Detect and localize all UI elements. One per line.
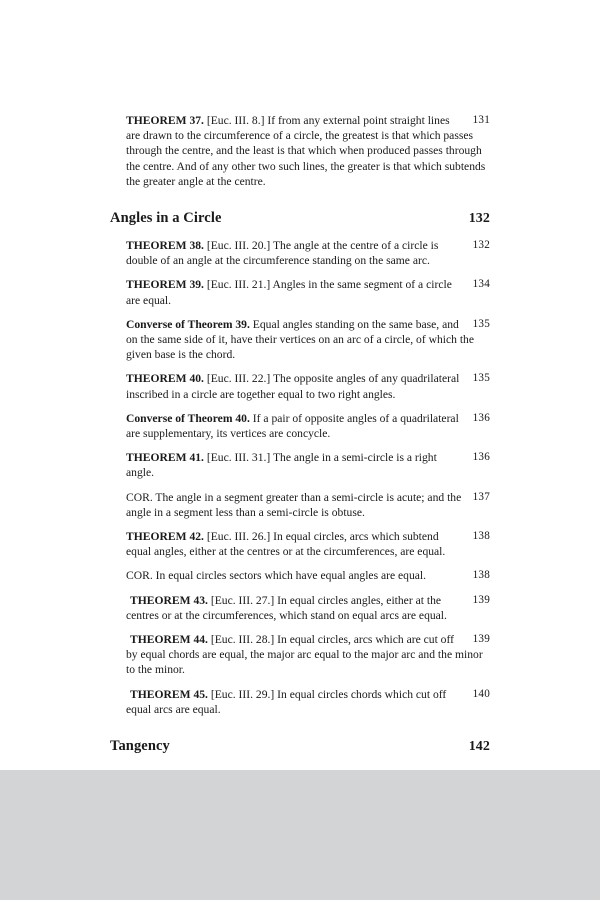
toc-entry-description: [Euc. III. 29.] In equal circles chords which cut off equal arcs are equal.	[126, 687, 447, 716]
toc-section-title: Tangency	[110, 738, 170, 755]
toc-entry-text	[126, 113, 490, 189]
toc-entry-text	[126, 277, 490, 307]
toc-entry-text	[126, 238, 490, 268]
toc-entry-text	[126, 593, 490, 623]
toc-entry-description: [Euc. III. 28.] In equal circles, arcs which are cut off by equal chords are equal, the major arc equal to the major arc and the minor to the minor.	[126, 633, 483, 677]
toc-entry-page-number: 138	[472, 530, 490, 543]
toc-entry-page-number: 137	[472, 490, 490, 503]
toc-entry-label: THEOREM 37.	[126, 114, 204, 127]
toc-entry[interactable]	[110, 113, 490, 189]
toc-entry[interactable]	[110, 568, 490, 583]
toc-entry-text	[126, 632, 490, 678]
toc-entry-description: [Euc. III. 8.] If from any external point straight lines are drawn to the circumference of a circle, the greatest is that which passes through the centre, and the least is that which when produced passes through the centre. And of any other two such lines, the greater is that which subtends the greater angle at the centre.	[126, 114, 486, 188]
toc-section-heading[interactable]	[110, 210, 490, 227]
toc-entry[interactable]	[110, 490, 490, 520]
toc-entry-text	[126, 529, 490, 559]
toc-entry-label: THEOREM 40.	[126, 372, 204, 386]
viewer-background-band	[0, 770, 600, 900]
toc-entry[interactable]	[110, 411, 490, 441]
toc-entry-label: Converse of Theorem 39.	[126, 317, 250, 331]
toc-entry-description: If a pair of opposite angles of a quadrilateral are supplementary, its vertices are concycle.	[126, 411, 459, 441]
toc-entry-page-number: 136	[472, 451, 490, 464]
toc-entry-label: THEOREM 39.	[126, 278, 204, 292]
toc-entry[interactable]	[110, 238, 490, 268]
toc-entry-description: [Euc. III. 26.] In equal circles, arcs which subtend equal angles, either at the centres or at the circumferences, are equal.	[126, 530, 446, 559]
toc-entry-text	[126, 450, 490, 480]
toc-entry-label: THEOREM 41.	[126, 451, 204, 465]
toc-entry[interactable]	[110, 687, 490, 717]
toc-entry[interactable]	[110, 371, 490, 401]
toc-entry-description: [Euc. III. 20.] The angle at the centre of a circle is double of an angle at the circumference standing on the same arc.	[126, 239, 439, 268]
toc-entry[interactable]	[110, 529, 490, 559]
toc-entry-page-number: 140	[472, 687, 490, 700]
toc-entry[interactable]	[110, 450, 490, 480]
toc-entry[interactable]	[110, 632, 490, 678]
toc-entry-description: [Euc. III. 27.] In equal circles angles, either at the centres or at the circumferences, which stand on equal arcs are equal.	[126, 593, 447, 622]
toc-entry-page-number: 132	[472, 239, 490, 252]
toc-section-page-number: 132	[468, 211, 490, 227]
toc-entry-text	[126, 371, 490, 401]
toc-entry-text	[126, 687, 490, 717]
toc-entry-description: [Euc. III. 21.] Angles in the same segment of a circle are equal.	[126, 278, 452, 307]
toc-entry-page-number: 135	[472, 372, 490, 385]
toc-entry-page-number: 139	[472, 593, 490, 606]
toc-section-heading[interactable]	[110, 738, 490, 755]
toc-entry-description: [Euc. III. 22.] The opposite angles of any quadrilateral inscribed in a circle are together equal to two right angles.	[126, 372, 460, 401]
toc-entry-label: THEOREM 42.	[126, 530, 204, 544]
toc-entry[interactable]	[110, 593, 490, 623]
toc-section-title: Angles in a Circle	[110, 210, 222, 227]
toc-entry[interactable]	[110, 317, 490, 363]
toc-entry-label: THEOREM 43.	[130, 593, 208, 607]
toc-entry-description: Equal angles standing on the same base, and on the same side of it, have their vertices on an arc of a circle, of which the given base is the chord.	[126, 317, 474, 362]
toc-entry-text	[126, 317, 490, 363]
toc-entry[interactable]	[110, 277, 490, 307]
toc-entry-page-number: 139	[472, 633, 490, 646]
toc-entry-page-number: 131	[472, 114, 490, 126]
toc-entry-text	[126, 490, 490, 520]
toc-entry-page-number: 138	[472, 569, 490, 582]
table-of-contents	[110, 113, 490, 766]
toc-entry-page-number: 135	[472, 317, 490, 330]
toc-entry-label: THEOREM 45.	[130, 687, 208, 701]
toc-entry-description: COR. The angle in a segment greater than a semi-circle is acute; and the angle in a segment less than a semi-circle is obtuse.	[126, 490, 462, 519]
toc-entry-page-number: 136	[472, 411, 490, 424]
toc-entry-page-number: 134	[472, 278, 490, 291]
toc-entry-text	[126, 411, 490, 441]
toc-entry-label: Converse of Theorem 40.	[126, 411, 250, 425]
toc-entry-text	[126, 568, 490, 583]
toc-entry-description: [Euc. III. 31.] The angle in a semi-circle is a right angle.	[126, 451, 437, 480]
toc-entry-label: THEOREM 44.	[130, 633, 208, 647]
toc-entry-description: COR. In equal circles sectors which have equal angles are equal.	[126, 569, 427, 583]
toc-section-page-number: 142	[468, 739, 490, 755]
toc-entry-label: THEOREM 38.	[126, 239, 204, 253]
